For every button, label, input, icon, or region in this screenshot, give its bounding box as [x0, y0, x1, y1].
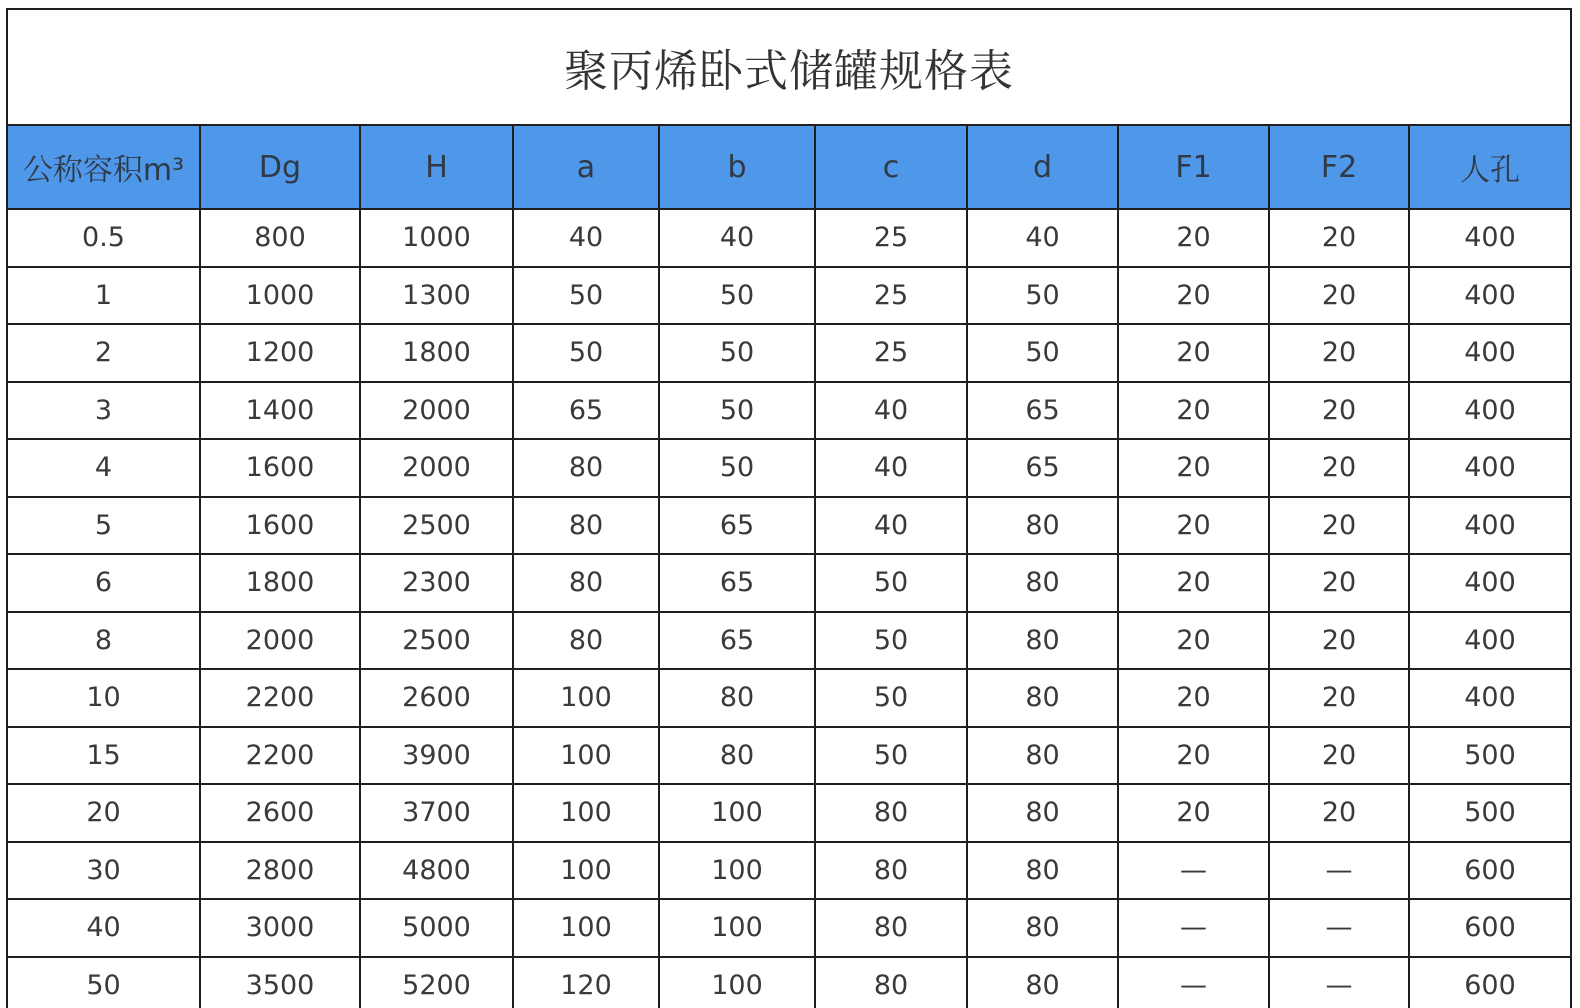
table-title: 聚丙烯卧式储罐规格表 — [8, 10, 1570, 126]
cell-dg: 3500 — [200, 957, 360, 1008]
cell-b: 50 — [659, 382, 815, 440]
cell-c: 80 — [815, 957, 967, 1008]
cell-f1: — — [1118, 957, 1269, 1008]
cell-a: 100 — [513, 727, 659, 785]
cell-c: 40 — [815, 382, 967, 440]
cell-nominal-volume: 30 — [8, 842, 200, 900]
header-nominal-volume: 公称容积m³ — [8, 126, 200, 209]
cell-manhole: 400 — [1409, 209, 1570, 267]
cell-h: 3700 — [360, 784, 513, 842]
cell-h: 2500 — [360, 497, 513, 555]
cell-h: 2000 — [360, 382, 513, 440]
cell-f1: 20 — [1118, 612, 1269, 670]
cell-h: 1300 — [360, 267, 513, 325]
cell-dg: 2200 — [200, 669, 360, 727]
cell-d: 80 — [967, 727, 1118, 785]
cell-f2: 20 — [1269, 784, 1409, 842]
header-c: c — [815, 126, 967, 209]
cell-h: 4800 — [360, 842, 513, 900]
cell-b: 100 — [659, 957, 815, 1008]
cell-f1: 20 — [1118, 324, 1269, 382]
cell-f2: 20 — [1269, 209, 1409, 267]
cell-a: 120 — [513, 957, 659, 1008]
table-row — [8, 899, 1570, 957]
cell-c: 25 — [815, 267, 967, 325]
cell-nominal-volume: 20 — [8, 784, 200, 842]
cell-c: 40 — [815, 497, 967, 555]
cell-manhole: 400 — [1409, 267, 1570, 325]
cell-dg: 1200 — [200, 324, 360, 382]
cell-manhole: 400 — [1409, 382, 1570, 440]
cell-f1: 20 — [1118, 669, 1269, 727]
cell-f2: — — [1269, 842, 1409, 900]
header-row — [8, 126, 1570, 209]
header-a: a — [513, 126, 659, 209]
cell-dg: 2200 — [200, 727, 360, 785]
cell-c: 80 — [815, 899, 967, 957]
cell-nominal-volume: 3 — [8, 382, 200, 440]
cell-f1: 20 — [1118, 267, 1269, 325]
table-row — [8, 382, 1570, 440]
cell-f1: 20 — [1118, 382, 1269, 440]
cell-c: 80 — [815, 784, 967, 842]
cell-a: 50 — [513, 267, 659, 325]
table-row — [8, 842, 1570, 900]
cell-b: 65 — [659, 497, 815, 555]
header-h: H — [360, 126, 513, 209]
cell-a: 50 — [513, 324, 659, 382]
cell-d: 65 — [967, 439, 1118, 497]
cell-f1: 20 — [1118, 439, 1269, 497]
cell-f2: 20 — [1269, 267, 1409, 325]
cell-c: 50 — [815, 727, 967, 785]
cell-c: 50 — [815, 669, 967, 727]
cell-nominal-volume: 5 — [8, 497, 200, 555]
header-dg: Dg — [200, 126, 360, 209]
table-body — [8, 209, 1570, 1008]
cell-c: 50 — [815, 554, 967, 612]
cell-c: 25 — [815, 209, 967, 267]
cell-manhole: 400 — [1409, 324, 1570, 382]
cell-b: 100 — [659, 842, 815, 900]
cell-d: 80 — [967, 612, 1118, 670]
cell-manhole: 400 — [1409, 669, 1570, 727]
table-row — [8, 669, 1570, 727]
cell-d: 80 — [967, 497, 1118, 555]
table-row — [8, 497, 1570, 555]
table-row — [8, 612, 1570, 670]
cell-nominal-volume: 0.5 — [8, 209, 200, 267]
cell-nominal-volume: 50 — [8, 957, 200, 1008]
cell-a: 100 — [513, 899, 659, 957]
table-row — [8, 784, 1570, 842]
cell-b: 80 — [659, 727, 815, 785]
cell-f1: 20 — [1118, 209, 1269, 267]
cell-f1: 20 — [1118, 497, 1269, 555]
cell-b: 50 — [659, 324, 815, 382]
cell-h: 2500 — [360, 612, 513, 670]
cell-manhole: 400 — [1409, 612, 1570, 670]
cell-manhole: 500 — [1409, 784, 1570, 842]
cell-nominal-volume: 8 — [8, 612, 200, 670]
table-row — [8, 554, 1570, 612]
cell-manhole: 500 — [1409, 727, 1570, 785]
cell-f2: — — [1269, 899, 1409, 957]
cell-dg: 2000 — [200, 612, 360, 670]
cell-manhole: 600 — [1409, 899, 1570, 957]
cell-h: 5000 — [360, 899, 513, 957]
cell-f2: 20 — [1269, 727, 1409, 785]
cell-d: 50 — [967, 324, 1118, 382]
cell-d: 80 — [967, 554, 1118, 612]
spec-table — [8, 126, 1570, 1008]
cell-a: 80 — [513, 554, 659, 612]
cell-nominal-volume: 10 — [8, 669, 200, 727]
cell-c: 50 — [815, 612, 967, 670]
cell-f2: 20 — [1269, 612, 1409, 670]
cell-nominal-volume: 40 — [8, 899, 200, 957]
cell-dg: 1400 — [200, 382, 360, 440]
cell-a: 40 — [513, 209, 659, 267]
table-row — [8, 727, 1570, 785]
cell-dg: 1000 — [200, 267, 360, 325]
cell-f1: — — [1118, 899, 1269, 957]
spec-sheet — [6, 8, 1572, 1008]
cell-c: 80 — [815, 842, 967, 900]
cell-manhole: 400 — [1409, 554, 1570, 612]
cell-f1: — — [1118, 842, 1269, 900]
cell-f1: 20 — [1118, 784, 1269, 842]
cell-b: 40 — [659, 209, 815, 267]
cell-dg: 2600 — [200, 784, 360, 842]
cell-a: 80 — [513, 612, 659, 670]
cell-f2: 20 — [1269, 382, 1409, 440]
cell-f1: 20 — [1118, 727, 1269, 785]
cell-dg: 1600 — [200, 497, 360, 555]
cell-a: 65 — [513, 382, 659, 440]
cell-manhole: 400 — [1409, 497, 1570, 555]
cell-d: 40 — [967, 209, 1118, 267]
cell-a: 80 — [513, 439, 659, 497]
cell-manhole: 600 — [1409, 957, 1570, 1008]
cell-manhole: 400 — [1409, 439, 1570, 497]
header-f2: F2 — [1269, 126, 1409, 209]
cell-f2: 20 — [1269, 554, 1409, 612]
cell-d: 80 — [967, 784, 1118, 842]
cell-h: 3900 — [360, 727, 513, 785]
cell-h: 2000 — [360, 439, 513, 497]
cell-h: 5200 — [360, 957, 513, 1008]
table-row — [8, 324, 1570, 382]
header-b: b — [659, 126, 815, 209]
cell-b: 50 — [659, 267, 815, 325]
header-d: d — [967, 126, 1118, 209]
cell-d: 50 — [967, 267, 1118, 325]
cell-a: 80 — [513, 497, 659, 555]
cell-b: 100 — [659, 899, 815, 957]
table-row — [8, 957, 1570, 1008]
cell-manhole: 600 — [1409, 842, 1570, 900]
table-row — [8, 439, 1570, 497]
cell-c: 40 — [815, 439, 967, 497]
table-row — [8, 267, 1570, 325]
cell-b: 100 — [659, 784, 815, 842]
cell-a: 100 — [513, 784, 659, 842]
cell-h: 2600 — [360, 669, 513, 727]
cell-dg: 3000 — [200, 899, 360, 957]
cell-nominal-volume: 6 — [8, 554, 200, 612]
cell-f2: 20 — [1269, 324, 1409, 382]
cell-f2: 20 — [1269, 669, 1409, 727]
cell-b: 80 — [659, 669, 815, 727]
cell-dg: 1600 — [200, 439, 360, 497]
cell-a: 100 — [513, 669, 659, 727]
cell-d: 80 — [967, 842, 1118, 900]
cell-f2: — — [1269, 957, 1409, 1008]
cell-f2: 20 — [1269, 439, 1409, 497]
cell-dg: 800 — [200, 209, 360, 267]
cell-a: 100 — [513, 842, 659, 900]
cell-d: 80 — [967, 899, 1118, 957]
cell-nominal-volume: 15 — [8, 727, 200, 785]
cell-nominal-volume: 4 — [8, 439, 200, 497]
cell-dg: 2800 — [200, 842, 360, 900]
cell-h: 2300 — [360, 554, 513, 612]
cell-d: 80 — [967, 669, 1118, 727]
cell-d: 65 — [967, 382, 1118, 440]
cell-b: 65 — [659, 554, 815, 612]
cell-b: 50 — [659, 439, 815, 497]
cell-nominal-volume: 1 — [8, 267, 200, 325]
cell-f2: 20 — [1269, 497, 1409, 555]
cell-h: 1000 — [360, 209, 513, 267]
cell-f1: 20 — [1118, 554, 1269, 612]
header-manhole: 人孔 — [1409, 126, 1570, 209]
cell-c: 25 — [815, 324, 967, 382]
cell-dg: 1800 — [200, 554, 360, 612]
header-f1: F1 — [1118, 126, 1269, 209]
table-row — [8, 209, 1570, 267]
cell-nominal-volume: 2 — [8, 324, 200, 382]
cell-d: 80 — [967, 957, 1118, 1008]
cell-b: 65 — [659, 612, 815, 670]
cell-h: 1800 — [360, 324, 513, 382]
